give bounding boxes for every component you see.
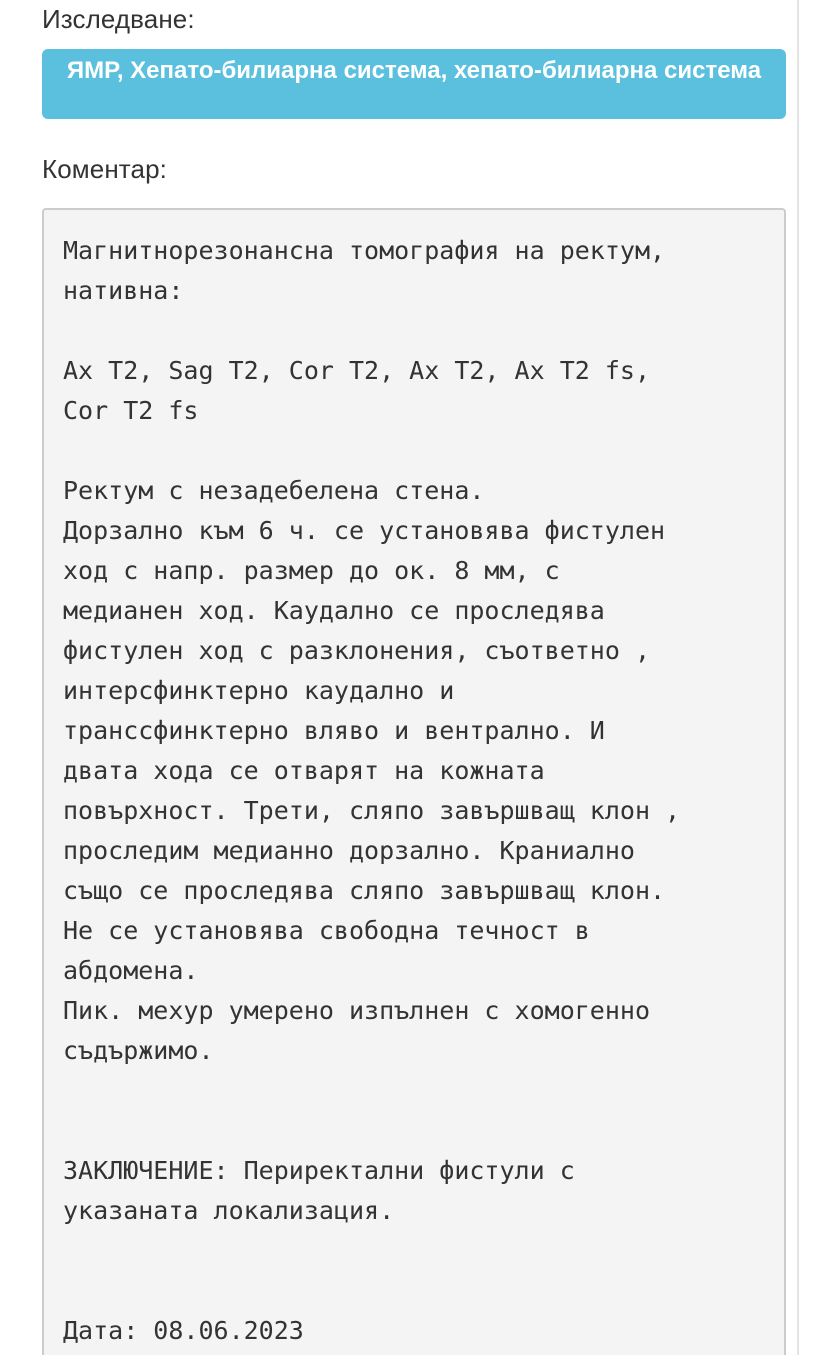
comment-label: Коментар: <box>42 154 167 184</box>
comment-box[interactable] <box>42 208 786 1355</box>
page-right-border <box>797 0 799 1355</box>
study-badge: ЯМР, Хепато-билиарна система, хепато-билиарна система <box>42 49 786 119</box>
study-label: Изследване: <box>42 4 195 34</box>
comment-text: Магнитнорезонансна томография на ректум, нативна: Ax T2, Sag T2, Cor T2, Ax T2, Ax T2 fs, Cor T2 fs Ректум с незадебелена стена. Дорзално към 6 ч. се установява фистулен ход с напр. размер до ок. 8 мм, с медианен ход. Каудално се проследява фистулен ход с разклонения, съответно , интерсфинктерно каудално и транссфинктерно вляво и вентрално. И двата хода се отварят на кожната повърхност. Трети, сляпо завършващ клон , проследим медианно дорзално. Краниално също се проследява сляпо завършващ клон. Не се установява свободна течност в абдомена. Пик. мехур умерено изпълнен с хомогенно съдържимо. ЗАКЛЮЧЕНИЕ: Периректални фистули с указаната локализация. Дата: 08.06.2023 <box>63 236 681 1345</box>
